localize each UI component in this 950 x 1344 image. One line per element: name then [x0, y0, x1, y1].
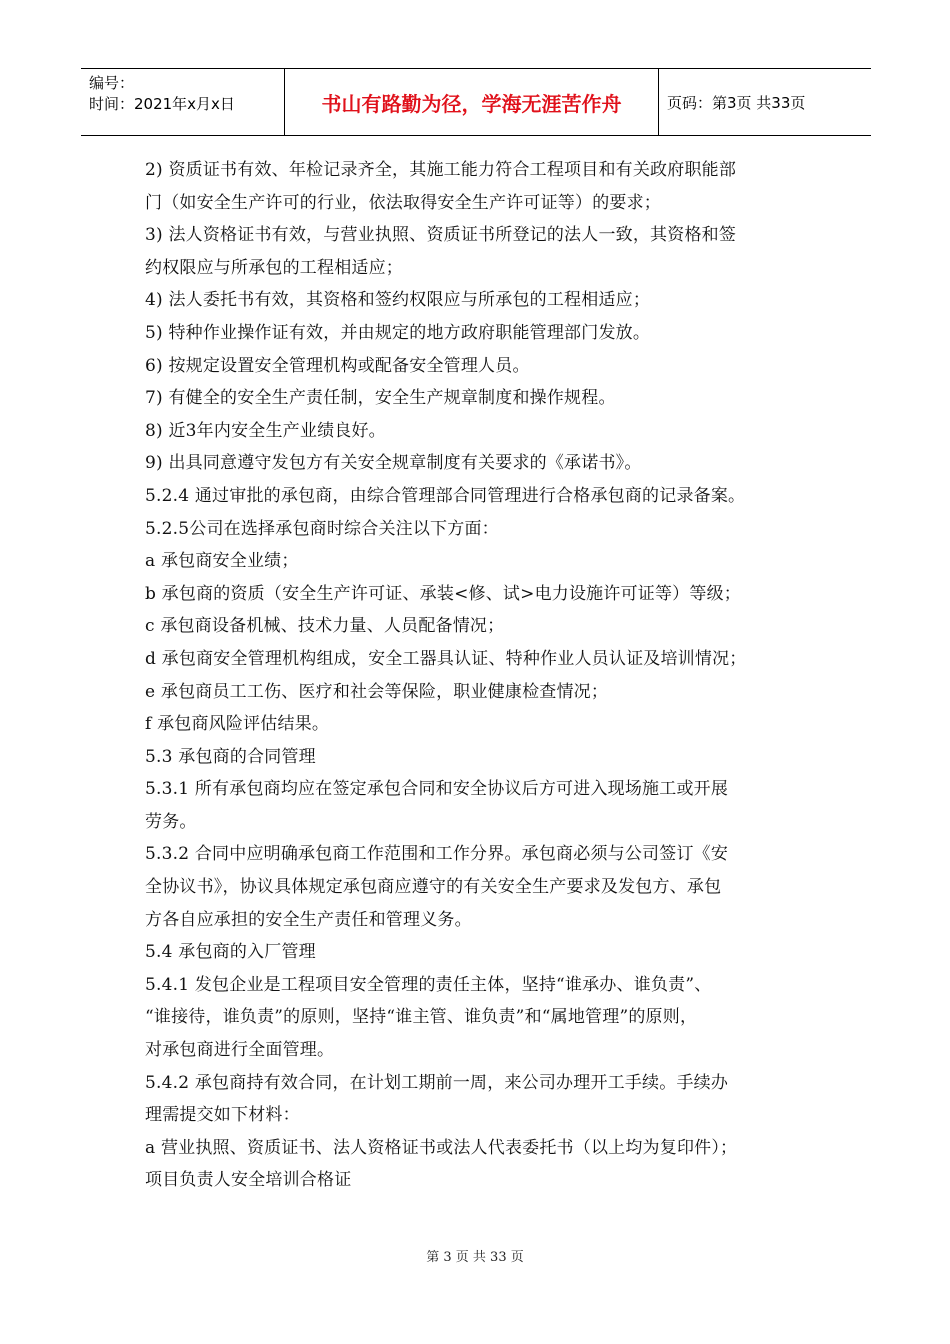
body-line: 5.3.2 合同中应明确承包商工作范围和工作分界。承包商必须与公司签订《安 — [145, 844, 729, 865]
body-line: a 营业执照、资质证书、法人资格证书或法人代表委托书（以上均为复印件）； — [145, 1137, 738, 1158]
body-line: 7) 有健全的安全生产责任制，安全生产规章制度和操作规程。 — [145, 388, 616, 409]
body-line: 5.4.2 承包商持有效合同，在计划工期前一周，来公司办理开工手续。手续办 — [145, 1072, 729, 1093]
document-date: 时间：2021年x月x日 — [89, 95, 235, 113]
header-page-info: 页码：第3页 共33页 — [667, 93, 806, 112]
body-line: 9) 出具同意遵守发包方有关安全规章制度有关要求的《承诺书》。 — [145, 453, 642, 474]
body-line: d 承包商安全管理机构组成，安全工器具认证、特种作业人员认证及培训情况； — [145, 648, 747, 669]
body-line: f 承包商风险评估结果。 — [145, 714, 330, 735]
body-line: e 承包商员工工伤、医疗和社会等保险，职业健康检查情况； — [145, 681, 609, 702]
body-line: 理需提交如下材料： — [145, 1105, 300, 1126]
body-line: 对承包商进行全面管理。 — [145, 1040, 335, 1061]
body-line: b 承包商的资质（安全生产许可证、承装<修、试>电力设施许可证等）等级； — [145, 583, 741, 604]
body-line: 5.3 承包商的合同管理 — [145, 746, 316, 767]
body-line: 5.4 承包商的入厂管理 — [145, 942, 316, 963]
body-line: 3) 法人资格证书有效，与营业执照、资质证书所登记的法人一致，其资格和签 — [145, 225, 737, 246]
body-line: 4) 法人委托书有效，其资格和签约权限应与所承包的工程相适应； — [145, 290, 651, 311]
body-line: 5) 特种作业操作证有效，并由规定的地方政府职能管理部门发放。 — [145, 322, 651, 343]
body-line: 5.3.1 所有承包商均应在签定承包合同和安全协议后方可进入现场施工或开展 — [145, 779, 729, 800]
body-line: 约权限应与所承包的工程相适应； — [145, 257, 403, 278]
header-meta — [81, 69, 285, 135]
body-line: 劳务。 — [145, 811, 197, 832]
body-line: 全协议书》，协议具体规定承包商应遵守的有关安全生产要求及发包方、承包 — [145, 877, 722, 898]
body-line: 2) 资质证书有效、年检记录齐全，其施工能力符合工程项目和有关政府职能部 — [145, 160, 737, 180]
body-line: 项目负责人安全培训合格证 — [145, 1170, 352, 1191]
body-line: 5.4.1 发包企业是工程项目安全管理的责任主体，坚持“谁承办、谁负责”、 — [145, 974, 712, 995]
body-line: a 承包商安全业绩； — [145, 551, 299, 572]
header-motto: 书山有路勤为径，学海无涯苦作舟 — [285, 69, 659, 135]
body-line: 门（如安全生产许可的行业，依法取得安全生产许可证等）的要求； — [145, 192, 661, 213]
body-line: 6) 按规定设置安全管理机构或配备安全管理人员。 — [145, 355, 530, 376]
document-body — [145, 154, 810, 1197]
body-line: 方各自应承担的安全生产责任和管理义务。 — [145, 909, 472, 930]
body-line: c 承包商设备机械、技术力量、人员配备情况； — [145, 616, 505, 637]
document-number: 编号： — [89, 74, 135, 92]
page-header — [81, 68, 871, 136]
body-line: “谁接待，谁负责”的原则，坚持“谁主管、谁负责”和“属地管理”的原则， — [145, 1007, 698, 1028]
body-line: 5.2.4 通过审批的承包商，由综合管理部合同管理进行合格承包商的记录备案。 — [145, 485, 746, 506]
body-line: 5.2.5公司在选择承包商时综合关注以下方面： — [145, 518, 499, 539]
page-footer: 第 3 页 共 33 页 — [426, 1250, 524, 1265]
body-line: 8) 近3年内安全生产业绩良好。 — [145, 420, 386, 441]
